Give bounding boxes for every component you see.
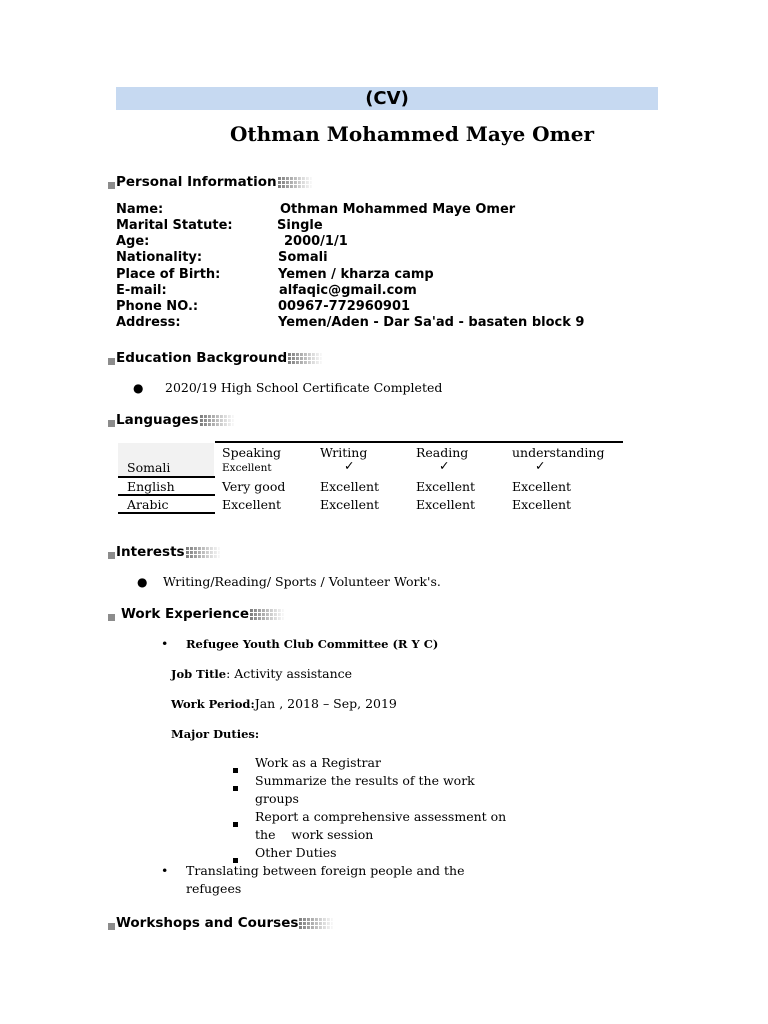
section-workshops-courses — [108, 914, 333, 932]
duty-item-continuation: the work session — [255, 827, 374, 842]
section-fade-decoration — [250, 609, 284, 620]
section-marker-icon — [108, 420, 115, 427]
section-fade-decoration — [200, 415, 234, 426]
duty-item: Work as a Registrar — [255, 755, 381, 770]
section-title: Personal Information — [116, 174, 277, 190]
job-title-line — [171, 665, 352, 683]
info-label-birthplace: Place of Birth: — [116, 267, 221, 282]
check-icon: ✓ — [344, 458, 355, 473]
check-icon: ✓ — [535, 458, 546, 473]
table-cell-understanding: Excellent — [512, 497, 572, 512]
list-item — [137, 573, 147, 591]
bullet-icon: ● — [137, 575, 148, 589]
work-period-label: Work Period: — [171, 697, 255, 711]
work-other-item-continuation: refugees — [186, 881, 242, 896]
full-name-title: Othman Mohammed Maye Omer — [229, 122, 595, 146]
section-work-experience — [108, 605, 284, 623]
bullet-icon: • — [161, 863, 169, 878]
table-header-reading: Reading — [416, 445, 469, 460]
job-title-value: : Activity assistance — [226, 666, 353, 681]
section-fade-decoration — [288, 353, 322, 364]
table-header-understanding: understanding — [512, 445, 605, 460]
bullet-icon: ● — [133, 381, 144, 395]
section-title: Work Experience — [121, 606, 249, 622]
info-value-age: 2000/1/1 — [284, 234, 348, 249]
duty-item: Report a comprehensive assessment on — [255, 809, 507, 824]
work-period-value: Jan , 2018 – Sep, 2019 — [254, 696, 397, 711]
section-marker-icon — [108, 923, 115, 930]
list-item — [133, 379, 143, 397]
job-title-label: Job Title — [171, 667, 227, 681]
table-header-speaking: Speaking — [222, 445, 282, 460]
section-fade-decoration — [299, 918, 333, 929]
info-label-phone: Phone NO.: — [116, 299, 199, 314]
table-cell-writing: Excellent — [320, 479, 380, 494]
check-icon: ✓ — [439, 458, 450, 473]
table-cell-speaking: Excellent — [222, 497, 282, 512]
info-value-name: Othman Mohammed Maye Omer — [280, 202, 516, 217]
section-fade-decoration — [278, 177, 312, 188]
duty-item-continuation: groups — [255, 791, 299, 806]
major-duties-label: Major Duties: — [171, 727, 260, 741]
section-languages — [108, 411, 234, 429]
duty-item: Summarize the results of the work — [255, 773, 475, 788]
section-marker-icon — [108, 182, 115, 189]
duty-item: Other Duties — [255, 845, 337, 860]
square-bullet-icon — [233, 778, 238, 796]
table-row-rule — [118, 476, 215, 478]
table-header-writing: Writing — [320, 445, 368, 460]
section-education-background — [108, 349, 322, 367]
work-period-line — [171, 695, 397, 713]
info-label-marital: Marital Statute: — [116, 218, 233, 233]
table-cell-language: Arabic — [127, 497, 169, 512]
interests-item-text: Writing/Reading/ Sports / Volunteer Work's. — [163, 574, 441, 589]
info-value-birthplace: Yemen / kharza camp — [278, 267, 434, 282]
table-cell-language: English — [127, 479, 175, 494]
table-cell-language: Somali — [127, 460, 171, 475]
table-top-rule — [215, 441, 623, 443]
education-item-text: 2020/19 High School Certificate Completed — [165, 380, 443, 395]
bullet-icon: • — [161, 636, 169, 651]
work-other-item: Translating between foreign people and the — [186, 863, 465, 878]
info-value-marital: Single — [277, 218, 323, 233]
info-value-email[interactable]: alfaqic@gmail.com — [279, 283, 417, 298]
section-title: Education Background — [116, 350, 288, 366]
section-marker-icon — [108, 614, 115, 621]
info-label-age: Age: — [116, 234, 150, 249]
table-cell-understanding: Excellent — [512, 479, 572, 494]
info-label-name: Name: — [116, 202, 164, 217]
table-cell-speaking: Very good — [222, 479, 286, 494]
section-title: Interests — [116, 544, 185, 560]
section-title: Languages — [116, 412, 199, 428]
info-label-nationality: Nationality: — [116, 250, 203, 265]
table-cell-speaking: Excellent — [222, 462, 272, 474]
table-cell-reading: Excellent — [416, 497, 476, 512]
table-cell-reading: Excellent — [416, 479, 476, 494]
section-marker-icon — [108, 358, 115, 365]
section-fade-decoration — [186, 547, 220, 558]
section-interests — [108, 543, 220, 561]
section-marker-icon — [108, 552, 115, 559]
section-personal-information — [108, 173, 312, 191]
info-value-phone: 00967-772960901 — [278, 299, 411, 314]
cv-banner: (CV) — [116, 87, 658, 110]
square-bullet-icon — [233, 814, 238, 832]
table-cell-writing: Excellent — [320, 497, 380, 512]
work-organization: Refugee Youth Club Committee (R Y C) — [186, 637, 439, 651]
info-label-address: Address: — [116, 315, 181, 330]
info-value-address: Yemen/Aden - Dar Sa'ad - basaten block 9 — [278, 315, 585, 330]
section-title: Workshops and Courses — [116, 915, 299, 931]
square-bullet-icon — [233, 760, 238, 778]
info-value-nationality: Somali — [278, 250, 328, 265]
languages-table — [118, 441, 623, 515]
info-label-email: E-mail: — [116, 283, 167, 298]
